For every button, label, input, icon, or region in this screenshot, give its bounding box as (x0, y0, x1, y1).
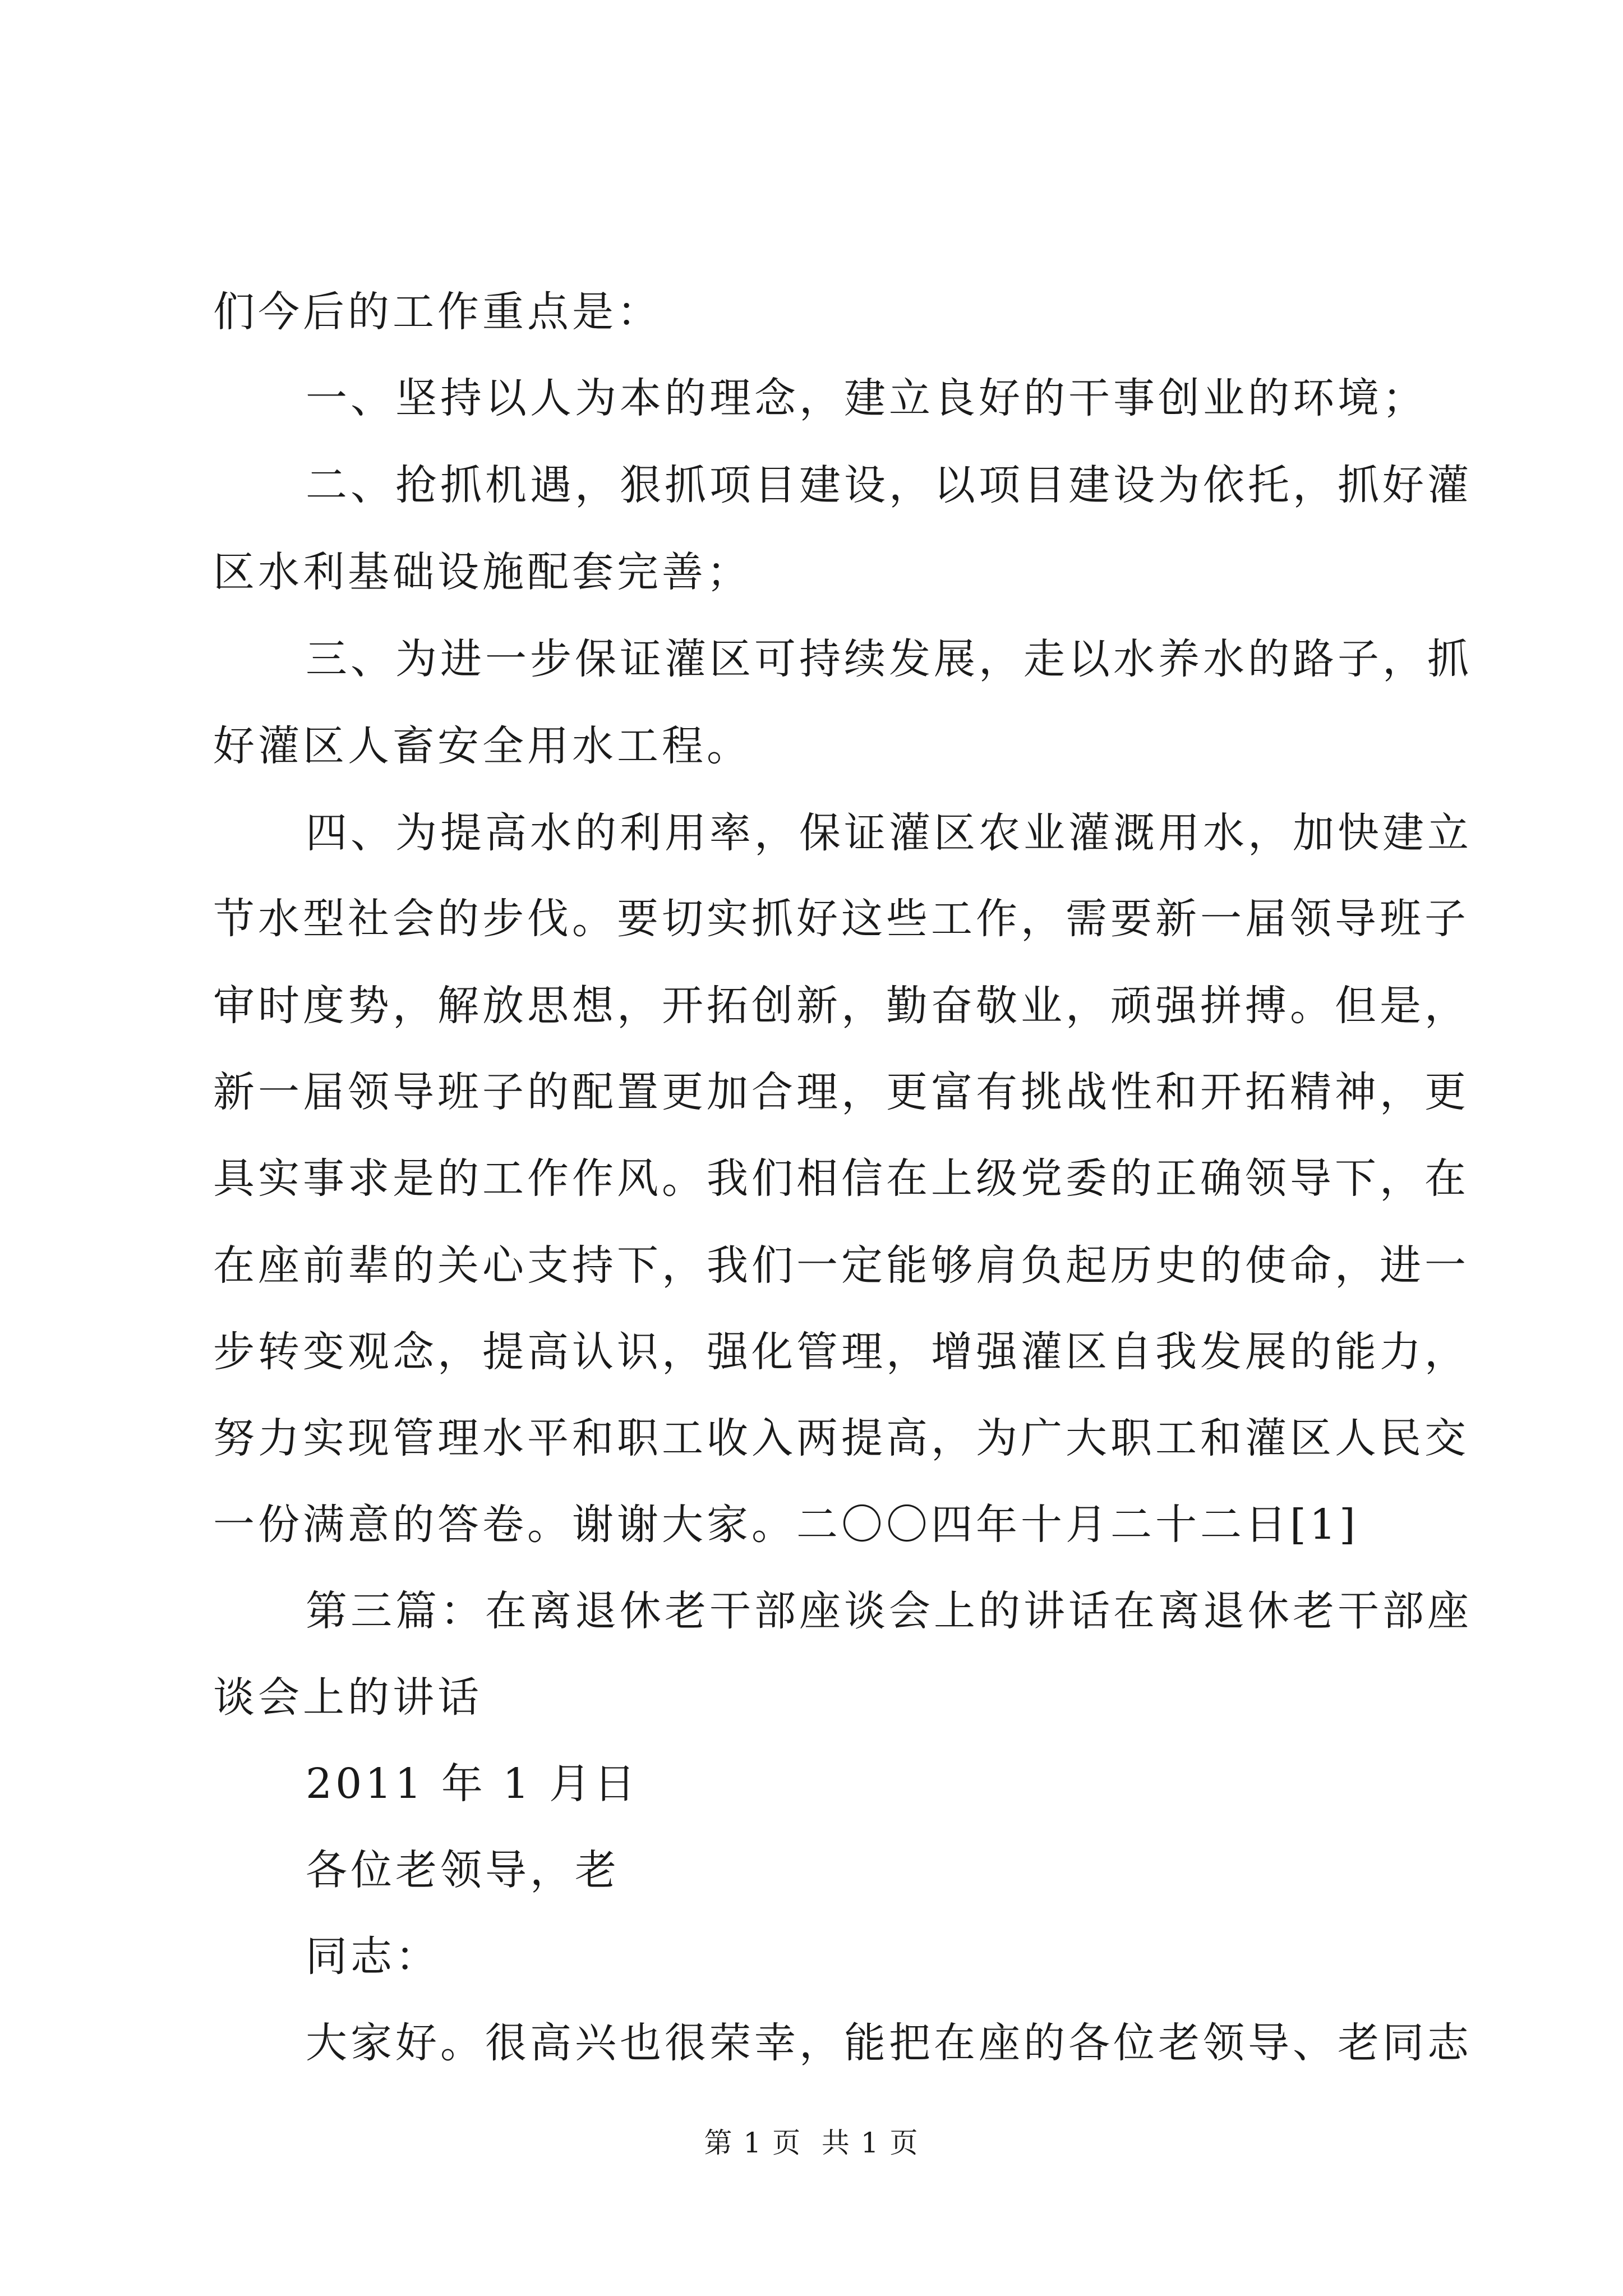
text-line: 努力实现管理水平和职工收入两提高，为广大职工和灌区人民交 (213, 1414, 1469, 1462)
text-line: 节水型社会的步伐。要切实抓好这些工作，需要新一届领导班子 (213, 895, 1469, 943)
text-line: 一、坚持以人为本的理念，建立良好的干事创业的环境； (306, 374, 1427, 422)
text-line: 2011 年 1 月日 (306, 1760, 639, 1808)
text-line: 区水利基础设施配套完善； (213, 548, 751, 596)
text-line: 第三篇：在离退休老干部座谈会上的讲话在离退休老干部座 (306, 1587, 1472, 1635)
text-line: 二、抢抓机遇，狠抓项目建设，以项目建设为依托，抓好灌 (306, 461, 1472, 509)
text-line: 们今后的工作重点是： (213, 288, 662, 336)
text-line: 谈会上的讲话 (213, 1673, 482, 1722)
text-line: 步转变观念，提高认识，强化管理，增强灌区自我发展的能力， (213, 1328, 1469, 1376)
text-line: 大家好。很高兴也很荣幸，能把在座的各位老领导、老同志 (306, 2019, 1472, 2067)
page-footer: 第 1 页 共 1 页 (704, 2127, 919, 2159)
text-line: 同志： (306, 1932, 440, 1981)
text-line: 三、为进一步保证灌区可持续发展，走以水养水的路子，抓 (306, 635, 1472, 683)
text-line: 好灌区人畜安全用水工程。 (213, 722, 751, 770)
text-line: 新一届领导班子的配置更加合理，更富有挑战性和开拓精神，更 (213, 1068, 1469, 1116)
text-line: 一份满意的答卷。谢谢大家。二〇〇四年十月二十二日[1] (213, 1501, 1359, 1549)
text-line: 四、为提高水的利用率，保证灌区农业灌溉用水，加快建立 (306, 809, 1472, 857)
text-line: 在座前辈的关心支持下，我们一定能够肩负起历史的使命，进一 (213, 1241, 1469, 1290)
text-line: 审时度势，解放思想，开拓创新，勤奋敬业，顽强拼搏。但是， (213, 982, 1469, 1030)
text-line: 各位老领导，老 (306, 1846, 620, 1894)
text-line: 具实事求是的工作作风。我们相信在上级党委的正确领导下，在 (213, 1154, 1469, 1203)
